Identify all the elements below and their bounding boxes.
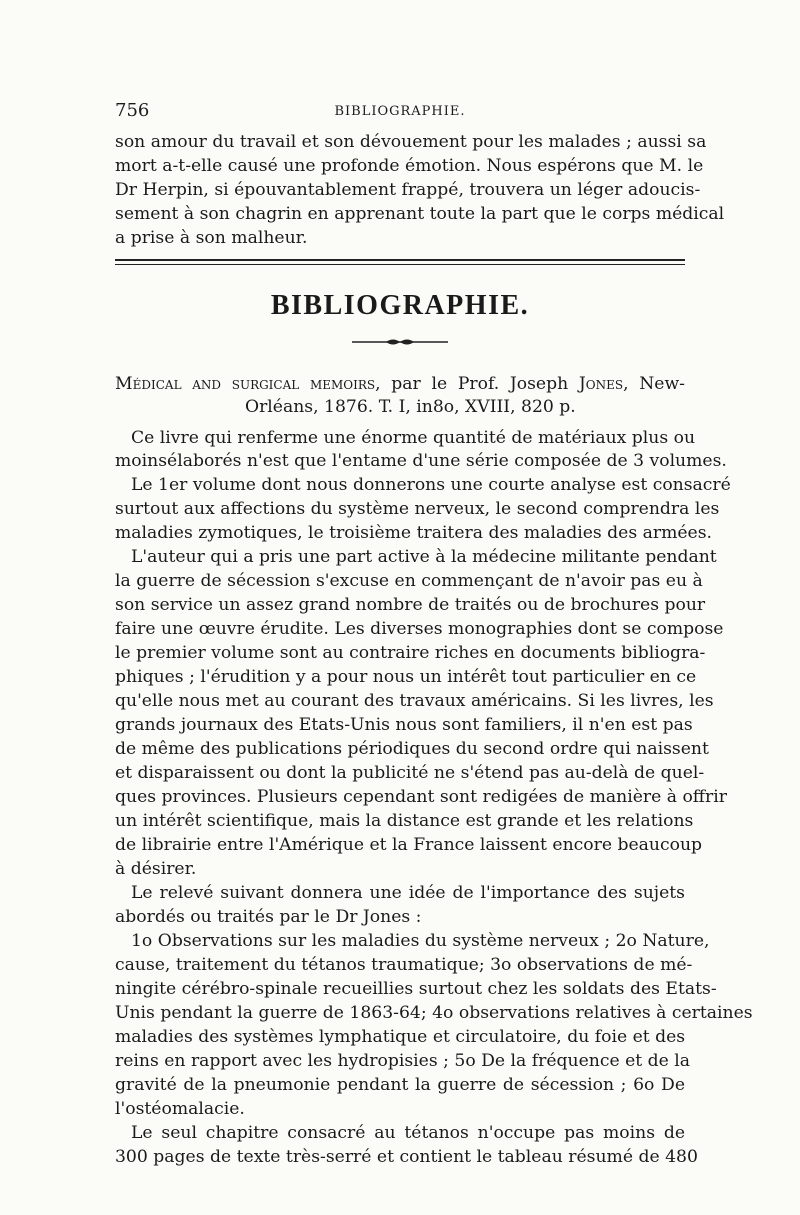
body-line: de même des publications périodiques du second ordre qui naissent [115, 739, 709, 759]
citation-author: Jones [578, 374, 624, 394]
body-line: 300 pages de texte très-serré et contient le tableau résumé de 480 [115, 1147, 698, 1167]
page-header [115, 100, 685, 124]
body-line: 1o Observations sur les maladies du système nerveux ; 2o Nature, [131, 931, 710, 951]
body-line: qu'elle nous met au courant des travaux américains. Si les livres, les [115, 691, 714, 711]
section-title: BIBLIOGRAPHIE. [270, 290, 530, 321]
page-number: 756 [115, 100, 150, 121]
body-line: maladies zymotiques, le troisième traitera des maladies des armées. [115, 523, 712, 543]
body-line: Le seul chapitre consacré au tétanos n'occupe pas moins de [131, 1123, 685, 1143]
running-head: BIBLIOGRAPHIE. [334, 104, 466, 119]
body-line: Ce livre qui renferme une énorme quantité de matériaux plus ou [131, 428, 696, 448]
body-line: à désirer. [115, 859, 197, 879]
intro-line: sement à son chagrin en apprenant toute la part que le corps médical [115, 204, 725, 224]
body-line: surtout aux affections du système nerveux, le second comprendra les [115, 499, 720, 519]
citation-author-suffix: , New- [623, 374, 685, 394]
body-line: Le relevé suivant donnera une idée de l'importance des sujets [131, 883, 685, 903]
citation-line-1 [115, 372, 685, 396]
body-line: et disparaissent ou dont la publicité ne s'étend pas au-delà de quel- [115, 763, 705, 783]
body-line: gravité de la pneumonie pendant la guerre de sécession ; 6o De [115, 1075, 685, 1095]
citation-line-2: Orléans, 1876. T. I, in8o, XVIII, 820 p. [245, 397, 576, 417]
body-line: phiques ; l'érudition y a pour nous un intérêt tout particulier en ce [115, 667, 697, 687]
body-line: son service un assez grand nombre de traités ou de brochures pour [115, 595, 706, 615]
body-line: maladies des systèmes lymphatique et circulatoire, du foie et des [115, 1027, 686, 1047]
body-line: le premier volume sont au contraire riches en documents bibliogra- [115, 643, 706, 663]
body-line: ques provinces. Plusieurs cependant sont redigées de manière à offrir [115, 787, 727, 807]
body-line: l'ostéomalacie. [115, 1099, 245, 1119]
body-line: L'auteur qui a pris une part active à la médecine militante pendant [131, 547, 717, 567]
intro-line: a prise à son malheur. [115, 228, 308, 248]
citation-title: Médical and surgical memoirs, [115, 374, 381, 394]
section-divider [115, 259, 685, 265]
body-line: un intérêt scientifique, mais la distance est grande et les relations [115, 811, 694, 831]
intro-line: Dr Herpin, si épouvantablement frappé, trouvera un léger adoucis- [115, 180, 701, 200]
citation-author-prefix: par le Prof. Joseph [380, 374, 579, 394]
body-line: la guerre de sécession s'excuse en commençant de n'avoir pas eu à [115, 571, 703, 591]
body-line: Le 1er volume dont nous donnerons une courte analyse est consacré [131, 475, 731, 495]
intro-line: mort a-t-elle causé une profonde émotion. Nous espérons que M. le [115, 156, 704, 176]
body-line: faire une œuvre érudite. Les diverses monographies dont se compose [115, 619, 724, 639]
ornament-divider [352, 337, 448, 347]
body-line: grands journaux des Etats-Unis nous sont familiers, il n'en est pas [115, 715, 693, 735]
body-line: reins en rapport avec les hydropisies ; 5o De la fréquence et de la [115, 1051, 691, 1071]
intro-line: son amour du travail et son dévouement pour les malades ; aussi sa [115, 132, 707, 152]
body-line: de librairie entre l'Amérique et la France laissent encore beaucoup [115, 835, 703, 855]
body-line: ningite cérébro-spinale recueillies surtout chez les soldats des Etats- [115, 979, 717, 999]
body-line: moinsélaborés n'est que l'entame d'une série composée de 3 volumes. [115, 451, 727, 471]
body-line: cause, traitement du tétanos traumatique; 3o observations de mé- [115, 955, 693, 975]
body-line: Unis pendant la guerre de 1863-64; 4o observations relatives à certaines [115, 1003, 753, 1023]
body-line: abordés ou traités par le Dr Jones : [115, 907, 422, 927]
